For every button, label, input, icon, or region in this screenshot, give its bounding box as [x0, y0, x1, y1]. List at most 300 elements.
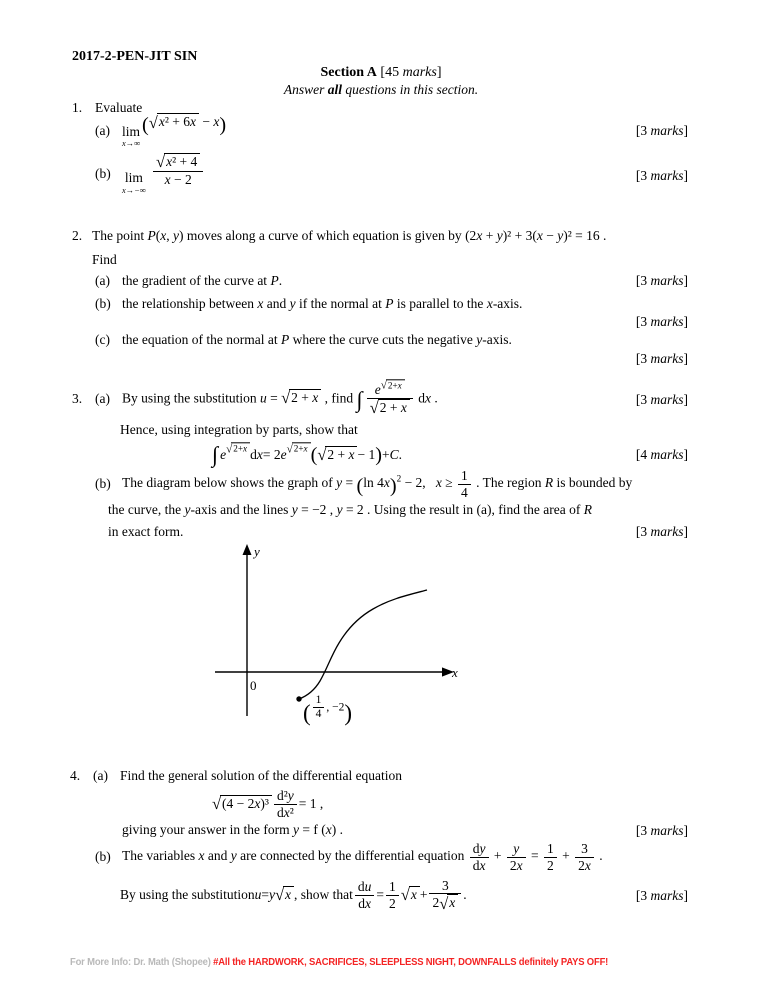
fraction [470, 841, 489, 873]
q4a-giving [122, 822, 343, 838]
text-run: x [164, 171, 171, 187]
q4-number: 4. [70, 768, 81, 783]
text-run: x [158, 114, 165, 130]
radical-sign: √ [286, 443, 293, 456]
q3b-marks [636, 524, 688, 540]
q4b-label: (b) [95, 849, 111, 864]
q2c-text [122, 332, 512, 348]
superscript [397, 473, 402, 483]
text-run: . [430, 390, 438, 406]
text-run: u [364, 878, 372, 894]
fraction [153, 153, 203, 187]
q4b-line2 [120, 876, 467, 914]
text-run: 3 [581, 840, 588, 856]
q2-number: 2. [72, 228, 83, 243]
y-axis-arrow [243, 544, 252, 555]
text-run: [3 [635, 524, 651, 539]
text-run: C [389, 447, 399, 462]
fraction [575, 841, 594, 873]
radical [370, 399, 410, 417]
text-run: -axis and the lines [190, 502, 292, 517]
superscript [381, 379, 405, 392]
q4a-marks [636, 823, 688, 839]
text-run: marks [650, 351, 684, 366]
text-run: + [381, 447, 390, 462]
x-axis-label: x [452, 665, 458, 680]
text-run: , [166, 228, 173, 243]
text-run: is parallel to the [393, 296, 487, 311]
text-run: x [410, 887, 417, 903]
text-run: P [270, 273, 279, 288]
text-run: ] [683, 888, 688, 903]
text-run: 2 [389, 895, 396, 911]
text-run: x [449, 895, 456, 911]
q4b-line1 [122, 841, 603, 873]
text-run: + [419, 887, 428, 902]
superscript [287, 443, 311, 456]
text-run: d [276, 804, 284, 820]
text-run: ] [683, 123, 688, 138]
text-run: y [336, 475, 343, 491]
q3b-label: (b) [95, 476, 111, 491]
text-run: . [398, 447, 402, 462]
text-run: x [160, 228, 167, 243]
text-run: By using the substitution [122, 390, 261, 406]
q2c-marks [636, 351, 688, 367]
radical-sign: √ [226, 443, 233, 456]
fraction [429, 878, 461, 912]
text-run: ] [683, 168, 688, 183]
text-run: y [557, 228, 564, 243]
section-instruction [72, 82, 690, 98]
radical [317, 446, 357, 464]
doc-code: 2017-2-PEN-JIT SIN [72, 49, 198, 64]
text-run: [3 [635, 273, 651, 288]
big-paren: ( [303, 700, 311, 726]
q3b-graph [215, 544, 465, 736]
text-run: y [479, 840, 486, 856]
text-run: x [365, 895, 372, 911]
text-run: marks [650, 888, 684, 903]
q1a-marks [636, 123, 688, 139]
text-run: 1 [547, 840, 554, 856]
text-run: are connected by the differential equation [236, 848, 468, 864]
text-run: x [383, 475, 390, 491]
text-run: ² [289, 804, 294, 820]
text-run: 1 [315, 694, 322, 706]
text-run: . The region [472, 475, 545, 491]
text-run: R [583, 502, 592, 517]
text-run: x [283, 804, 290, 820]
text-run: ] [436, 65, 442, 80]
text-run: , show that [294, 887, 353, 902]
text-run: x [166, 153, 173, 169]
text-run: all [327, 82, 342, 97]
text-run: x [254, 796, 261, 812]
fraction [313, 694, 325, 721]
text-run: y [496, 228, 503, 243]
radical [212, 795, 272, 813]
q1a-row [95, 111, 226, 151]
text-run: 2 + [291, 390, 313, 406]
q2a-marks [636, 273, 688, 289]
text-run: marks [650, 823, 684, 838]
radical-sign: √ [281, 388, 291, 408]
text-run: and [204, 848, 231, 864]
text-run: Section A [320, 65, 377, 80]
text-run: e [220, 447, 227, 462]
q3a-hence: Hence, using integration by parts, show that [120, 422, 358, 437]
text-run: the equation of the normal at [122, 332, 281, 347]
text-run: )³ [260, 796, 269, 812]
text-run: y [230, 848, 237, 864]
text-run: y [184, 502, 191, 517]
text-run: x [243, 443, 248, 454]
footer-info: For More Info: Dr. Math (Shopee) [70, 956, 214, 968]
text-run: 4 [460, 484, 468, 500]
limit-operator: lim x→∞ [122, 123, 141, 149]
big-paren: ( [356, 474, 364, 497]
q4a-label: (a) [93, 768, 108, 783]
q4b-marks [636, 888, 688, 904]
text-run: d² [276, 787, 288, 803]
text-run: y [291, 502, 298, 517]
text-run: . [463, 887, 467, 902]
text-run: P [385, 296, 394, 311]
big-paren: ( [310, 443, 318, 466]
text-run: marks [402, 65, 437, 80]
radical-sign: √ [275, 885, 285, 905]
text-run: (4 − 2 [222, 796, 255, 812]
radical [439, 894, 458, 912]
text-run: = 2 . Using the result in (a), find the area of [342, 502, 584, 517]
text-run: y [287, 787, 294, 803]
text-run: d [414, 390, 425, 406]
text-run: The diagram below shows the graph of [122, 475, 337, 491]
text-run: = [527, 848, 542, 864]
text-run: , −2 [326, 701, 345, 714]
text-run: marks [650, 314, 684, 329]
text-run: + [558, 848, 574, 864]
text-run: 1 [389, 878, 396, 894]
text-run: x [584, 857, 591, 873]
text-run: 2 [578, 857, 585, 873]
y-axis-label: y [254, 544, 260, 559]
text-run: x [256, 447, 263, 462]
point-label [303, 694, 352, 725]
text-run: = [266, 390, 282, 406]
text-run: ² + 6 [164, 114, 190, 130]
text-run: x [435, 475, 442, 491]
text-run: . [278, 273, 283, 288]
radical-sign: √ [400, 885, 410, 905]
text-run: x [312, 390, 319, 406]
q3a-math [122, 379, 438, 417]
radical [275, 886, 294, 904]
text-run: ) . [331, 822, 343, 837]
fraction [355, 879, 375, 911]
text-run: The variables [122, 848, 199, 864]
radical-sign: √ [148, 112, 158, 132]
text-run: 2 + [327, 447, 349, 463]
fraction [544, 841, 557, 873]
text-run: marks [650, 123, 684, 138]
radical [287, 443, 311, 456]
text-run: ( [155, 228, 161, 243]
text-run: . [595, 848, 603, 864]
q2a-text [122, 273, 282, 289]
text-run: d [472, 840, 480, 856]
text-run: 4 [315, 708, 322, 721]
text-run: = −2 , [297, 502, 337, 517]
text-run: 1 [460, 467, 468, 483]
text-run: [3 [635, 888, 651, 903]
text-run: x [257, 296, 264, 311]
fraction [367, 379, 413, 417]
text-run: , find [321, 390, 357, 406]
q1b-label: (b) [95, 166, 111, 181]
text-run: marks [650, 273, 684, 288]
q3b-line3: in exact form. [108, 524, 184, 539]
text-run: [3 [635, 351, 651, 366]
q1-number: 1. [72, 100, 83, 115]
text-run: giving your answer in the form [122, 822, 293, 837]
q3a-marks [636, 392, 688, 408]
text-run: 2 + [379, 399, 401, 415]
text-run: x [325, 822, 332, 837]
text-run: x [213, 114, 220, 130]
text-run: )² + 3( [502, 228, 537, 243]
radical [281, 389, 321, 407]
text-run: 2+ [293, 443, 304, 454]
text-run: -axis. [492, 296, 523, 311]
text-run: Answer [283, 82, 328, 97]
big-paren: ) [344, 700, 353, 726]
text-run: d [358, 895, 366, 911]
q1b-row [95, 148, 205, 200]
text-run: 3 [441, 877, 449, 893]
text-run: x [397, 379, 402, 390]
text-run: = [376, 887, 385, 902]
text-run: [45 [376, 65, 403, 80]
text-run: − 1 [357, 447, 376, 462]
text-run: [3 [635, 123, 651, 138]
text-run: x [486, 296, 493, 311]
text-run: − 2 [170, 171, 192, 187]
footer-slogan: #All the HARDWORK, SACRIFICES, SLEEPLESS NIGHT, DOWNFALLS definitely PAYS OFF! [213, 956, 609, 968]
fraction [458, 468, 471, 500]
fraction [274, 788, 297, 820]
q2b-text [122, 296, 522, 312]
text-run: x [189, 114, 196, 130]
text-run: y [269, 887, 276, 902]
text-run: ] [683, 273, 688, 288]
text-run: y [513, 840, 520, 856]
q4a-eq [212, 785, 323, 823]
text-run: ² + 4 [172, 153, 198, 169]
text-run: ] [683, 351, 688, 366]
text-run: e [374, 381, 381, 397]
text-run: where the curve cuts the negative [289, 332, 477, 347]
text-run: [4 [635, 447, 651, 462]
radical-sign: √ [156, 152, 166, 172]
text-run: = 2 [262, 447, 281, 462]
text-run: − [542, 228, 558, 243]
text-run: questions in this section. [342, 82, 479, 97]
text-run: and [263, 296, 290, 311]
q3-number: 3. [72, 391, 83, 406]
text-run: P [280, 332, 290, 347]
text-run: x [476, 228, 483, 243]
text-run: 2+ [233, 443, 244, 454]
q2b-marks [636, 314, 688, 330]
q2b-label: (b) [95, 296, 111, 311]
fraction [507, 841, 526, 873]
text-run: d [357, 878, 365, 894]
big-paren: ) [219, 114, 227, 137]
text-run: the relationship between [122, 296, 258, 311]
section-heading [72, 65, 690, 81]
text-run: x [303, 443, 308, 454]
text-run: [3 [635, 168, 651, 183]
text-run: By using the substitution [120, 887, 255, 902]
radical-sign: √ [439, 893, 449, 913]
text-run: x [285, 887, 292, 903]
radical [149, 113, 199, 131]
q1b-marks [636, 168, 688, 184]
q3a-row [72, 376, 438, 422]
origin-label: 0 [250, 678, 257, 693]
integral-sign: ∫ [212, 441, 219, 467]
text-run: ln 4 [363, 475, 384, 491]
text-run: is bounded by [553, 475, 633, 491]
text-run: ≥ [441, 475, 456, 491]
footer [70, 956, 608, 968]
superscript [226, 443, 250, 456]
text-run: x [198, 848, 205, 864]
text-run: P [147, 228, 156, 243]
text-run: marks [650, 168, 684, 183]
q2-intro [92, 228, 606, 244]
radical [381, 379, 405, 392]
text-run: -axis. [482, 332, 512, 347]
fraction [386, 879, 399, 911]
radical-sign: √ [380, 379, 387, 392]
text-run: y [289, 296, 296, 311]
text-run: the gradient of the curve at [122, 273, 271, 288]
radical [226, 443, 250, 456]
q3b-line1 [122, 468, 632, 500]
text-run: x [348, 447, 355, 463]
limit-operator: lim x→−∞ [122, 170, 146, 195]
text-run: 2+ [387, 379, 398, 390]
text-run: y [292, 822, 299, 837]
radical-sign: √ [212, 794, 222, 814]
text-run: marks [650, 524, 684, 539]
text-run: u [260, 390, 267, 406]
big-paren: ( [142, 114, 149, 137]
text-run: = [342, 475, 357, 491]
integral-sign: ∫ [356, 386, 363, 412]
text-run: ] [683, 447, 688, 462]
text-run: u [254, 887, 262, 902]
q2c-label: (c) [95, 332, 110, 347]
text-run: ) moves along a curve of which equation is given by [179, 228, 466, 243]
text-run: x [400, 399, 407, 415]
text-run: the curve, the [108, 502, 185, 517]
q1a-label: (a) [95, 123, 110, 138]
text-run: d [250, 447, 257, 462]
q4a-row [70, 768, 402, 784]
text-run: [3 [635, 314, 651, 329]
q2a-label: (a) [95, 273, 110, 288]
curve-ln4x-squared-minus-2 [299, 590, 427, 699]
text-run: + [490, 848, 505, 864]
text-run: 2 [432, 895, 440, 911]
text-run: − 2, [401, 475, 436, 491]
text-run: )² = 16 . [563, 228, 607, 243]
text-run: y [173, 228, 179, 243]
q3a-hence-marks [636, 447, 688, 463]
text-run: x [536, 228, 543, 243]
text-run: 2 [509, 857, 517, 873]
text-run: R [544, 475, 554, 491]
q2c-row [95, 332, 512, 348]
text-run: x [424, 390, 431, 406]
q3b-row [95, 466, 632, 502]
text-run: = f ( [298, 822, 326, 837]
text-run: [3 [635, 823, 651, 838]
radical-sign: √ [369, 397, 379, 417]
text-run: + [482, 228, 497, 243]
radical [401, 886, 420, 904]
text-run: e [280, 447, 287, 462]
text-run: ] [683, 314, 688, 329]
text-run: y [476, 332, 483, 347]
radical-sign: √ [317, 445, 327, 465]
text-run: marks [650, 392, 684, 407]
text-run: y [336, 502, 343, 517]
curve-endpoint-dot [296, 696, 301, 701]
text-run: if the normal at [295, 296, 386, 311]
q4b-row [95, 838, 603, 876]
text-run: = [261, 887, 270, 902]
text-run: 2 [396, 473, 402, 484]
q3b-line2 [108, 502, 592, 518]
q2-find: Find [92, 252, 117, 267]
text-run [148, 161, 151, 176]
big-paren: ) [375, 443, 382, 466]
text-run: (2 [465, 228, 477, 243]
text-run: ] [683, 392, 688, 407]
q1a-math [122, 113, 226, 148]
q1b-math [122, 153, 205, 196]
q2a-row [95, 273, 282, 289]
q2b-row [95, 296, 522, 312]
big-paren: ) [389, 474, 397, 497]
text-run: = 1 , [298, 796, 324, 811]
q3a-label: (a) [95, 391, 110, 406]
text-run: ] [683, 524, 688, 539]
text-run: x [516, 857, 523, 873]
text-run: [3 [635, 392, 651, 407]
q4a-line: Find the general solution of the differential equation [120, 768, 403, 783]
text-run: x [479, 857, 486, 873]
text-run: ] [683, 823, 688, 838]
text-run: d [472, 857, 480, 873]
text-run: 2 [547, 857, 554, 873]
radical [156, 153, 200, 171]
